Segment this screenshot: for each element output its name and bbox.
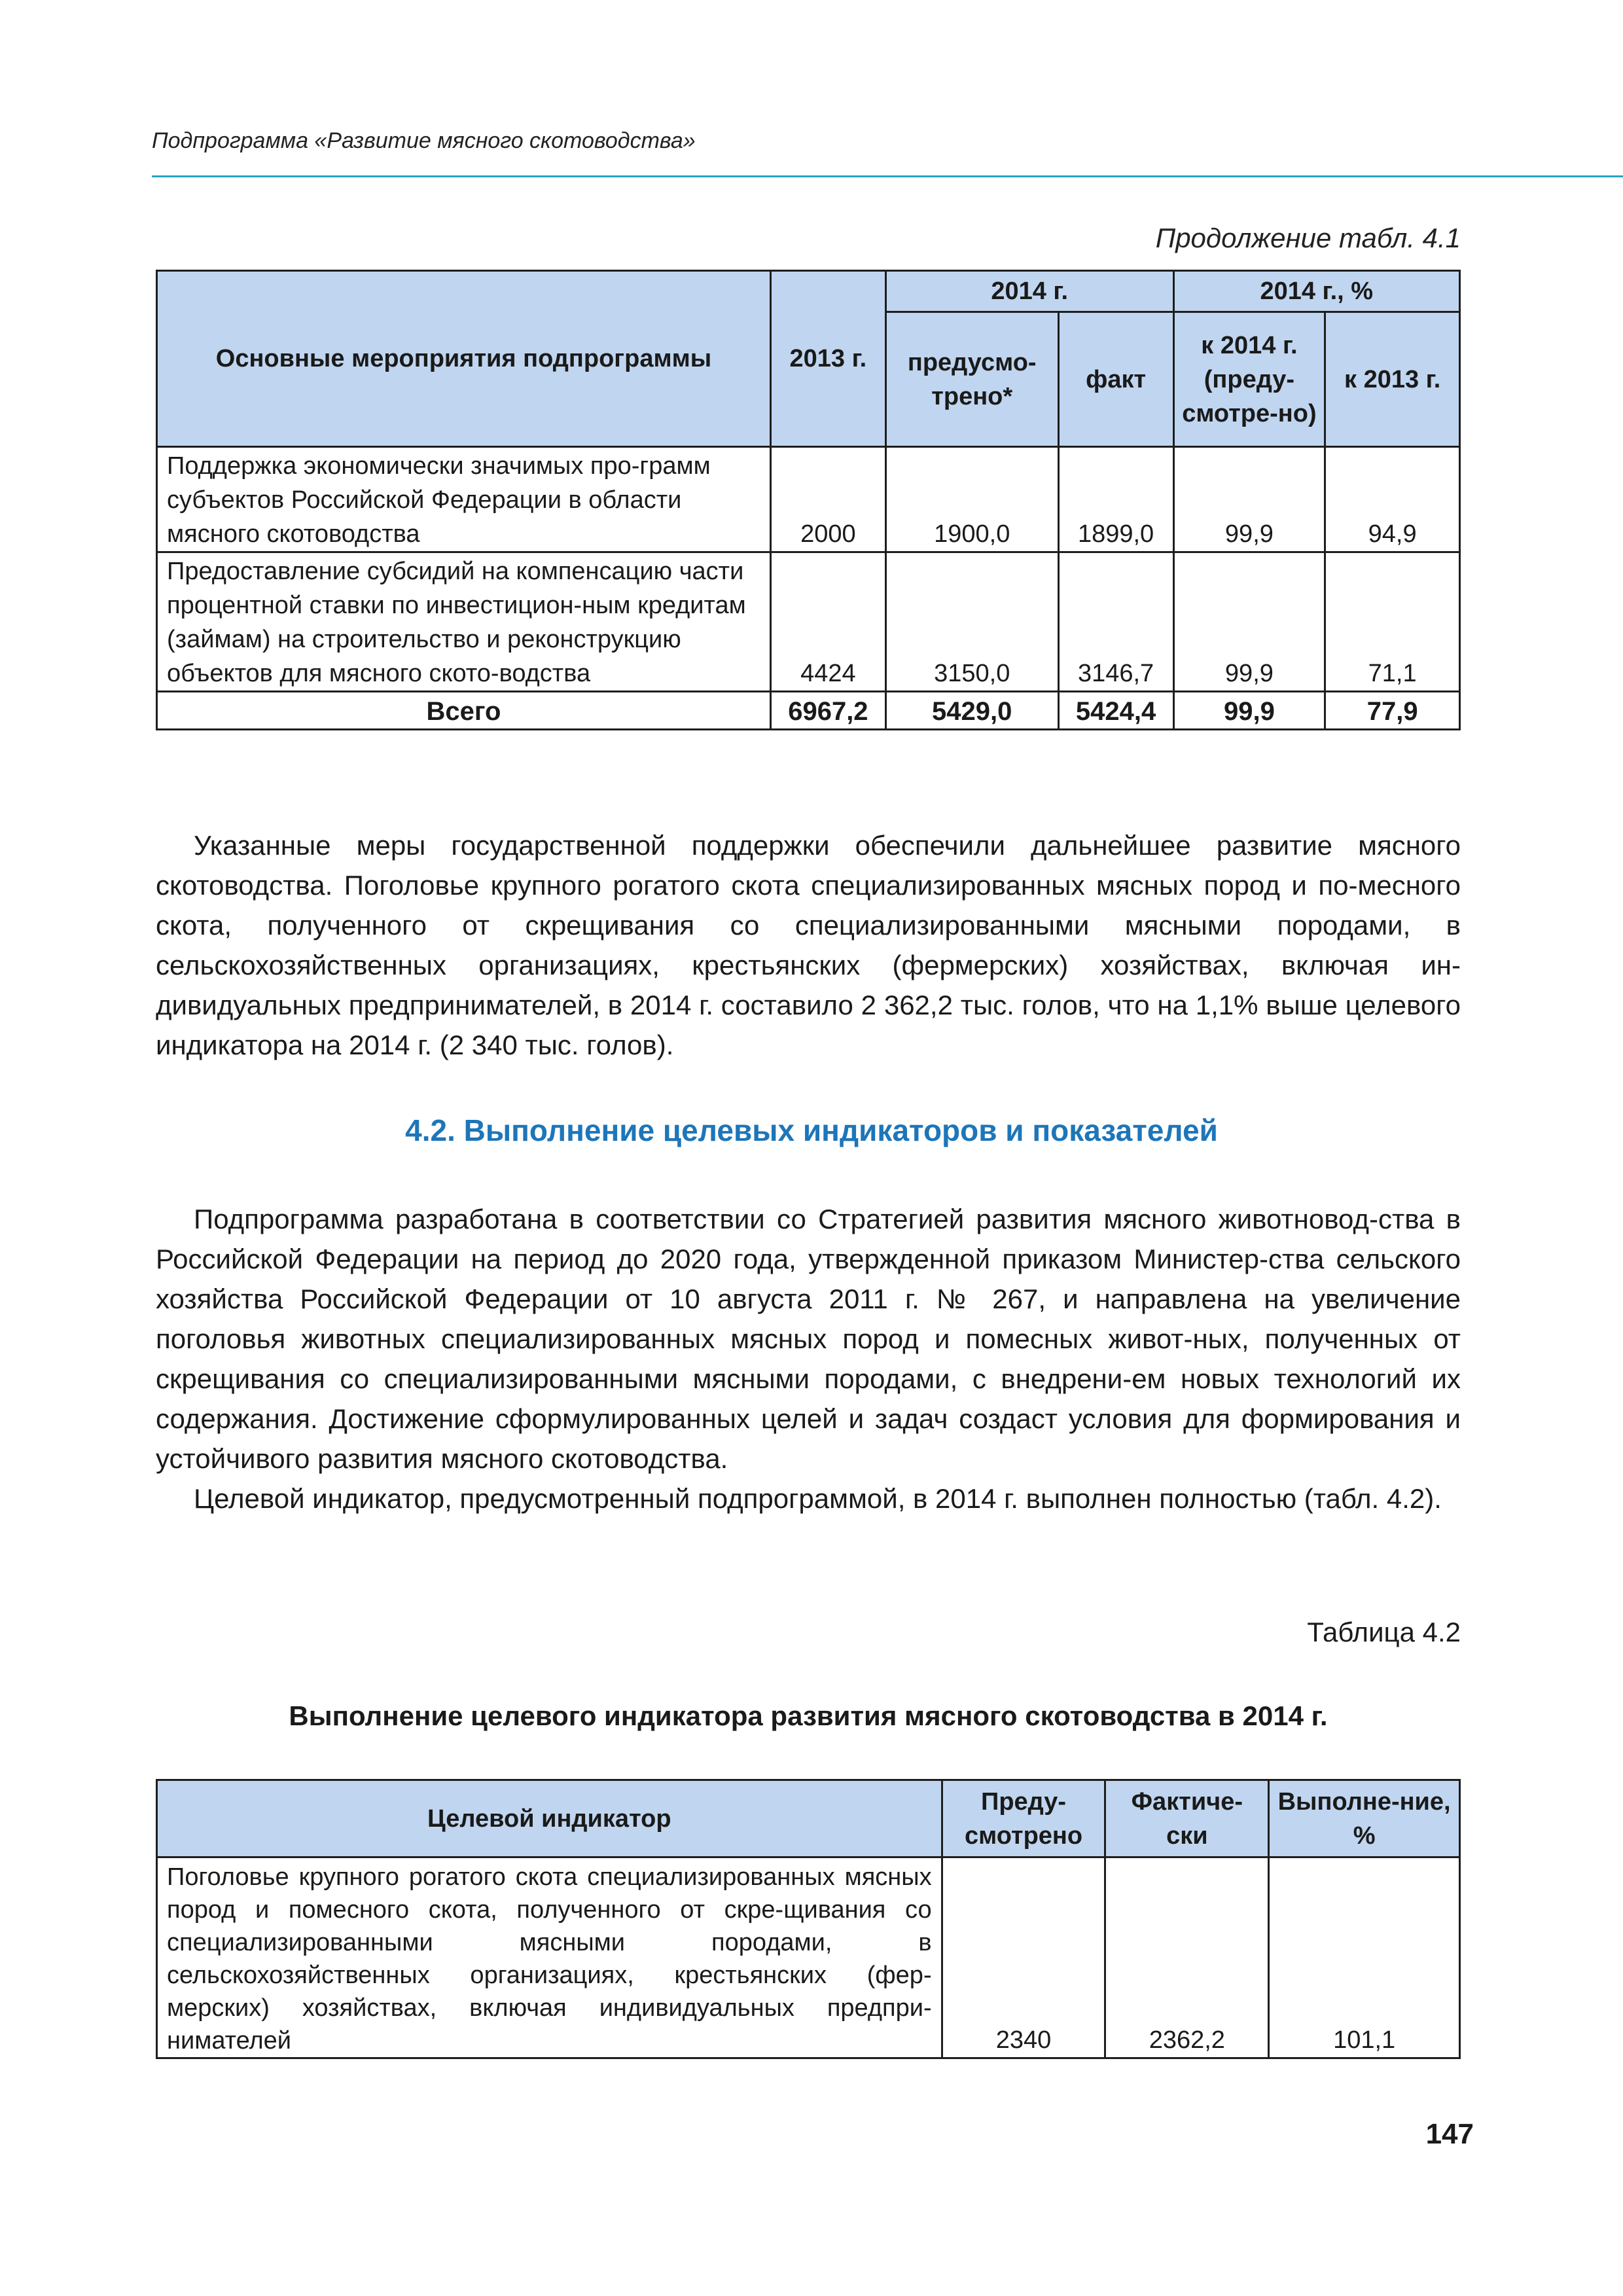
paragraph-text: Подпрограмма разработана в соответствии со Стратегией развития мясного животновод-ства в Российской Федерации на период до 2020 года, утвержденной приказом Министер-ства сельского хозяйства Российской Федерации от 10 августа 2011 г. № 267, и направлена на увеличение поголовья животных специализированных мясных пород и помесных живот-ных, полученных от скрещивания со специализированными мясными породами, с внедрени-ем новых технологий их содержания. Достижение сформулированных целей и задач создаст условия для формирования и устойчивого развития мясного скотоводства. [156,1204,1461,1474]
header-percent-group: 2014 г., % [1173,271,1459,312]
header-actual: Фактиче-ски [1105,1780,1269,1857]
row1-measure: Поддержка экономически значимых про-грамм субъектов Российской Федерации в области мясного скотоводства [157,447,771,552]
header-planned: Преду-смотрено [942,1780,1105,1857]
body-paragraphs-2-3 [156,1199,1461,1518]
header-2013: 2013 г. [770,271,885,447]
paragraph-text: Указанные меры государственной поддержки обеспечили дальнейшее развитие мясного скотоводства. Поголовье крупного рогатого скота специализированных мясных пород и по-месного скота, полученного от скрещивания со специализированными мясными породами, в сельскохозяйственных организациях, крестьянских (фермерских) хозяйствах, включая ин-дивидуальных предпринимателей, в 2014 г. составило 2 362,2 тыс. голов, что на 1,1% выше целевого индикатора на 2014 г. (2 340 тыс. голов). [156,830,1461,1060]
total-row [157,692,1460,730]
header-divider [152,175,1623,177]
table-row [157,552,1460,692]
header-measures: Основные мероприятия подпрограммы [157,271,771,447]
body-paragraph-1 [156,825,1461,1065]
total-2013: 6967,2 [770,692,885,730]
table-row [157,447,1460,552]
row1-2013: 2000 [770,447,885,552]
paragraph-text: Целевой индикатор, предусмотренный подпрограммой, в 2014 г. выполнен полностью (табл. 4.2). [194,1483,1442,1514]
header-2014-group: 2014 г. [885,271,1173,312]
header-completion: Выполне-ние, % [1269,1780,1460,1857]
indicator-actual: 2362,2 [1105,1857,1269,2058]
total-planned: 5429,0 [885,692,1058,730]
row2-planned: 3150,0 [885,552,1058,692]
row1-percent-to-2013: 94,9 [1325,447,1460,552]
total-actual: 5424,4 [1058,692,1173,730]
header-actual: факт [1058,312,1173,447]
total-label: Всего [157,692,771,730]
section-heading: 4.2. Выполнение целевых индикаторов и показателей [405,1113,1218,1147]
indicator-name: Поголовье крупного рогатого скота специализированных мясных пород и помесного скота, полученного от скре-щивания со специализированными мясными породами, в сельскохозяйственных организациях, крестьянских (фер-мерских) хозяйствах, включая индивидуальных предпри-нимателей [157,1857,942,2058]
header-planned: предусмо-трено* [885,312,1058,447]
row2-percent-to-plan: 99,9 [1173,552,1325,692]
indicator-table [156,1779,1461,2059]
table-row [157,1857,1460,2058]
running-title: Подпрограмма «Развитие мясного скотоводства» [152,128,696,153]
indicator-planned: 2340 [942,1857,1105,2058]
total-percent-to-2013: 77,9 [1325,692,1460,730]
measures-table [156,270,1461,730]
header-indicator: Целевой индикатор [157,1780,942,1857]
table2-label: Таблица 4.2 [1307,1617,1461,1647]
row1-actual: 1899,0 [1058,447,1173,552]
row2-actual: 3146,7 [1058,552,1173,692]
header-percent-to-plan: к 2014 г. (преду-смотре-но) [1173,312,1325,447]
row2-measure: Предоставление субсидий на компенсацию части процентной ставки по инвестицион-ным кредитам (займам) на строительство и реконструкцию объектов для мясного ското-водства [157,552,771,692]
total-percent-to-plan: 99,9 [1173,692,1325,730]
indicator-completion: 101,1 [1269,1857,1460,2058]
row1-percent-to-plan: 99,9 [1173,447,1325,552]
table2-title: Выполнение целевого индикатора развития мясного скотоводства в 2014 г. [289,1700,1328,1731]
page-number: 147 [1425,2118,1474,2150]
table1-continuation-caption: Продолжение табл. 4.1 [1155,223,1461,253]
row2-percent-to-2013: 71,1 [1325,552,1460,692]
header-percent-to-2013: к 2013 г. [1325,312,1460,447]
row1-planned: 1900,0 [885,447,1058,552]
row2-2013: 4424 [770,552,885,692]
